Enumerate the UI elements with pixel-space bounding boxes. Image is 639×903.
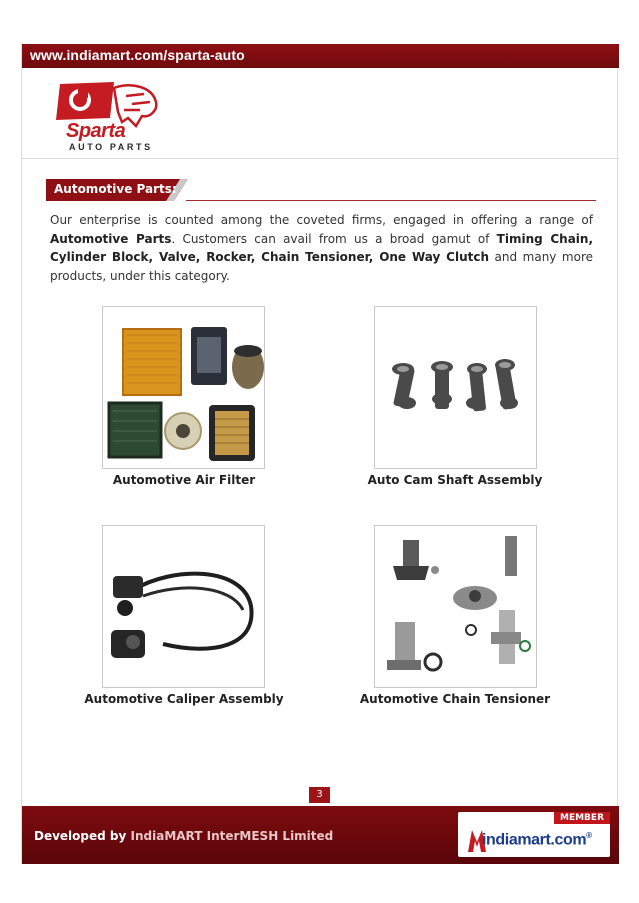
product-caption[interactable]: Auto Cam Shaft Assembly [367, 473, 543, 487]
product-image-air-filter[interactable] [102, 306, 265, 469]
footer-company-link[interactable]: IndiaMART InterMESH Limited [130, 829, 334, 843]
product-caption[interactable]: Automotive Chain Tensioner [359, 692, 551, 706]
catalog-page [21, 44, 618, 864]
product-caption[interactable]: Automotive Air Filter [112, 473, 256, 487]
intro-paragraph: Our enterprise is counted among the coveted firms, engaged in offering a range of Automotive Parts. Customers can avail from us a broad gamut of Timing Chain, Cylinder Block, Valve, Rocker, Chain Tensioner, One Way Clutch and many more products, under this category. [50, 213, 594, 283]
section-heading [46, 179, 188, 201]
footer-bar [22, 806, 619, 864]
member-label: MEMBER [554, 812, 610, 824]
product-image-caliper[interactable] [102, 525, 265, 688]
page-number: 3 [309, 787, 330, 803]
product-image-chain-tensioner[interactable] [374, 525, 537, 688]
caliper-image [103, 526, 265, 688]
logo-name: Sparta [66, 120, 126, 142]
indiamart-brand: indiamart.com® [482, 831, 592, 849]
air-filter-image [103, 307, 265, 469]
logo-subtitle: AUTO PARTS [69, 142, 153, 152]
cam-shaft-image [375, 307, 537, 469]
product-caption[interactable]: Automotive Caliper Assembly [84, 692, 284, 706]
footer-credit: Developed by IndiaMART InterMESH Limited [34, 829, 334, 843]
section-title: Automotive Parts: [54, 182, 177, 196]
product-image-cam-shaft[interactable] [374, 306, 537, 469]
indiamart-member-badge[interactable] [458, 812, 610, 857]
header-url[interactable]: www.indiamart.com/sparta-auto [30, 47, 245, 63]
section-underline [186, 200, 596, 201]
header-divider [22, 158, 619, 159]
header-bar [22, 44, 619, 68]
chain-tensioner-image [375, 526, 537, 688]
